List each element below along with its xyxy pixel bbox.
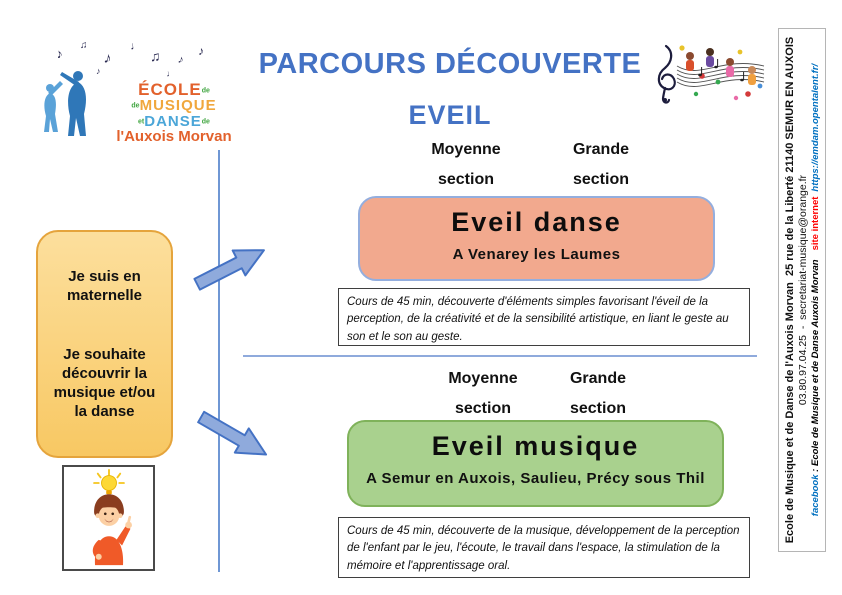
facebook-label: facebook [809,474,821,517]
treble-clef-icon [659,46,675,103]
eveil-musique-description: Cours de 45 min, découverte de la musique, développement de la perception de l'enfant par le jeu, l'écoute, le travail dans l'espace, la stimulation de la mémoire et l'apprentissage oral. [338,517,750,578]
idea-boy-illustration [67,469,151,567]
school-links: facebook : Ecole de Musique et de Danse Auxois Morvansite internethttps://emdam.opentalent.fr/ [809,63,821,517]
pupil-profile-box [36,230,173,458]
page-subtitle: EVEIL [408,100,492,130]
page-title: PARCOURS DÉCOUVERTE [258,48,642,80]
section1-header-grande: Grande section [572,141,629,188]
children-music-clipart [652,40,770,114]
school-address: Ecole de Musique et de Danse de l'Auxois Morvan 25 rue de la Liberté 21140 SEMUR EN AUXOIS [783,36,796,544]
logo-word-danse: DANSE [144,112,202,130]
eveil-musique-card [347,420,724,507]
section2-header-moyenne: Moyenne section [448,370,518,417]
logo-word-musique: MUSIQUE [139,97,217,115]
logo-word-region: l'Auxois Morvan [116,127,232,145]
section2-header-grande: Grande section [569,370,626,417]
logo-word-ecole: ÉCOLE [138,80,202,99]
contact-sidebar [778,28,826,552]
vertical-divider-line [218,150,220,572]
eveil-musique-title: Eveil musique [431,431,640,461]
school-phone-email: 03.80.97.04.25 - secretariat-musique@orange.fr [796,174,809,406]
horizontal-divider-line [243,355,757,357]
facebook-page-name: Ecole de Musique et de Danse Auxois Morvan [809,259,821,467]
school-logo-text: ÉCOLEde deMUSIQUE etDANSEde l'Auxois Morvan [84,82,264,144]
arrow-down-right-icon [193,404,276,469]
eveil-danse-description: Cours de 45 min, découverte d'éléments simples favorisant l'éveil de la perception, de la créativité et de la sensibilité artistique, en liant le geste au son et le son au geste. [338,288,750,346]
arrow-up-right-icon [189,236,272,298]
school-logo: ♪ ♫ ♪ ♩ ♫ ♪ ♪ ♩ ♪ ÉCOLEde deMUSIQUE etDANSEde l'Auxois Morvan [38,42,263,157]
eveil-danse-card [358,196,715,281]
lightbulb-icon [94,470,124,494]
eveil-danse-location: A Venarey les Laumes [452,246,621,263]
pupil-profile-line2: Je souhaite découvrir la musique et/ou la danse [53,346,156,420]
pupil-profile-line1: Je suis en maternelle [66,268,143,304]
idea-boy-frame [62,465,155,571]
website-label: site internet [809,196,821,251]
eveil-danse-title: Eveil danse [451,207,622,237]
eveil-musique-location: A Semur en Auxois, Saulieu, Précy sous Thil [366,470,705,487]
section1-header-moyenne: Moyenne section [431,141,501,188]
website-url: https://emdam.opentalent.fr/ [809,63,821,192]
